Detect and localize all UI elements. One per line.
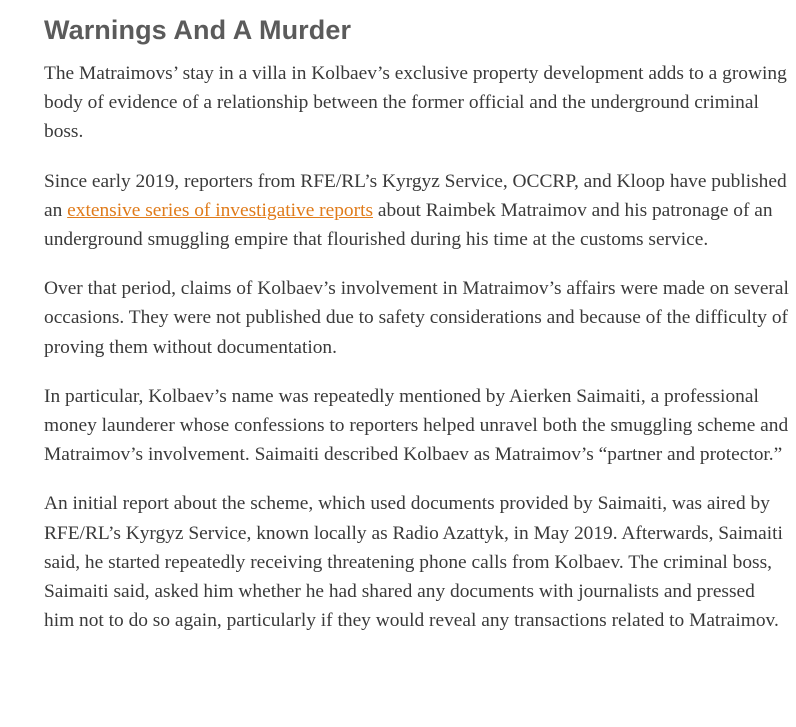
- paragraph-2: [44, 167, 789, 255]
- paragraph-1: The Matraimovs’ stay in a villa in Kolbaev’s exclusive property development adds to a growing body of evidence of a relationship between the former official and the underground criminal boss.: [44, 63, 787, 143]
- paragraph-5: An initial report about the scheme, which used documents provided by Saimaiti, was aired by RFE/RL’s Kyrgyz Service, known locally as Radio Azattyk, in May 2019. Afterwards, Saimaiti said, he started repeatedly receiving threatening phone calls from Kolbaev. The criminal boss, Saimaiti said, asked him whether he had shared any documents with journalists and pressed him not to do so again, particularly if they would reveal any transactions related to Matraimov.: [44, 493, 783, 632]
- paragraph-4: In particular, Kolbaev’s name was repeatedly mentioned by Aierken Saimaiti, a professional money launderer whose confessions to reporters helped unravel both the smuggling scheme and Matraimov’s involvement. Saimaiti described Kolbaev as Matraimov’s “partner and protector.”: [44, 385, 789, 466]
- section-heading: Warnings And A Murder: [44, 15, 352, 45]
- paragraph-3: Over that period, claims of Kolbaev’s involvement in Matraimov’s affairs were made on several occasions. They were not published due to safety considerations and because of the difficulty of proving them without documentation.: [44, 278, 789, 358]
- paragraph-2-text-before: Since early 2019, reporters from RFE/RL’s Kyrgyz Service, OCCRP, and Kloop have published an: [44, 170, 787, 221]
- article-body: [44, 10, 789, 635]
- investigative-reports-link[interactable]: extensive series of investigative reports: [67, 199, 374, 221]
- paragraph-2-text-after: about Raimbek Matraimov and his patronage of an underground smuggling empire that flourished during his time at the customs service.: [44, 199, 773, 251]
